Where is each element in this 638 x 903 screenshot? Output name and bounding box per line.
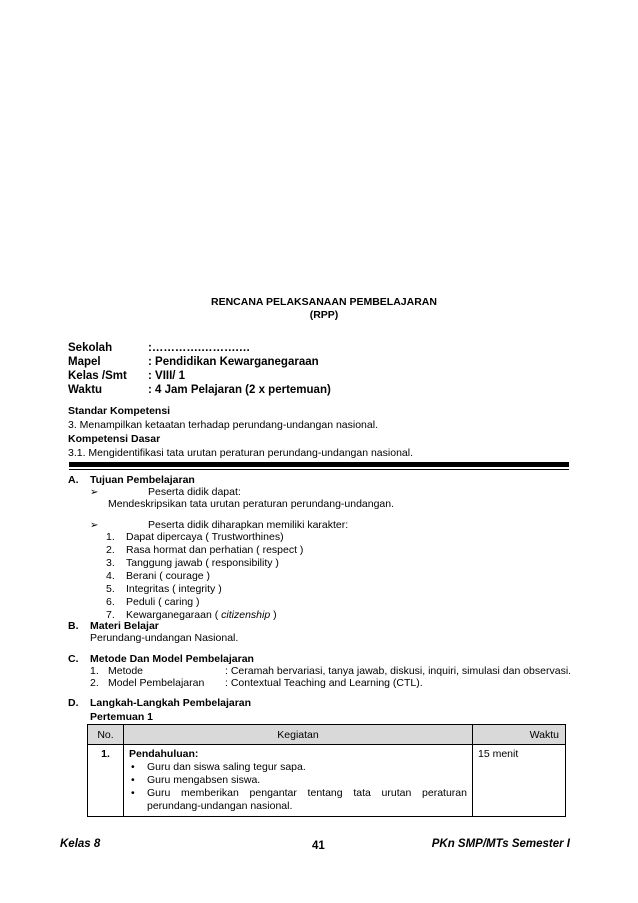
standar-heading: Standar Kompetensi (68, 405, 171, 417)
character-list (106, 531, 303, 622)
list-item: 2. Rasa hormat dan perhatian ( respect ) (106, 544, 304, 556)
activity-table (87, 724, 566, 817)
section-a-letter: A. (68, 474, 79, 486)
list-item: 4. Berani ( courage ) (106, 570, 211, 582)
citizenship-italic: citizenship (221, 609, 271, 621)
col-header-waktu: Waktu (473, 725, 566, 745)
waktu-label: Waktu (68, 384, 103, 396)
list-item: • Guru memberikan pengantar tentang tata urutan peraturan perundang-undangan nasional. (131, 787, 467, 812)
col-header-kegiatan: Kegiatan (124, 725, 473, 745)
col-header-no: No. (88, 725, 124, 745)
sekolah-value: :………….……….… (148, 342, 251, 354)
section-d-title: Langkah-Langkah Pembelajaran (90, 697, 252, 709)
mapel-value: : Pendidikan Kewarganegaraan (148, 356, 319, 368)
table-row (88, 745, 566, 817)
activity-bullets (129, 761, 467, 813)
section-b-title: Materi Belajar (90, 620, 159, 632)
bullet-icon: • (131, 787, 135, 799)
model-row: 2. Model Pembelajaran : Contextual Teaching and Learning (CTL). (90, 677, 423, 689)
list-item: • Guru mengabsen siswa. (131, 774, 261, 786)
mapel-label: Mapel (68, 356, 101, 368)
list-item: 7. Kewarganegaraan ( citizenship ) (106, 609, 277, 621)
row-kegiatan (124, 745, 473, 817)
standar-item: 3. Menampilkan ketaatan terhadap perundang-undangan nasional. (68, 419, 378, 431)
document-title (0, 296, 638, 322)
activity-title: Pendahuluan: (129, 748, 199, 760)
identity-row-mapel (68, 355, 319, 369)
section-a-point2: Peserta didik diharapkan memiliki karakter: (148, 519, 349, 531)
footer-left: Kelas 8 (60, 838, 101, 850)
section-a-title: Tujuan Pembelajaran (90, 474, 195, 486)
section-a-point1: Peserta didik dapat: (148, 486, 241, 498)
list-item: 3. Tanggung jawab ( responsibility ) (106, 557, 279, 569)
bullet-icon: • (131, 774, 135, 786)
sekolah-label: Sekolah (68, 342, 113, 354)
kelas-label: Kelas /Smt (68, 370, 127, 382)
title-line-1: RENCANA PELAKSANAAN PEMBELAJARAN (211, 296, 437, 308)
footer-right: PKn SMP/MTs Semester I (431, 838, 570, 850)
bullet-icon: • (131, 761, 135, 773)
section-c-title: Metode Dan Model Pembelajaran (90, 653, 254, 665)
kd-heading: Kompetensi Dasar (68, 433, 161, 445)
row-waktu: 15 menit (473, 745, 566, 817)
identity-row-waktu (68, 383, 331, 397)
page-number: 41 (312, 840, 325, 852)
arrow-bullet-icon: ➢ (90, 487, 99, 498)
meeting-label: Pertemuan 1 (90, 711, 154, 723)
section-d-letter: D. (68, 697, 79, 709)
horizontal-rule-thin (69, 469, 569, 470)
list-item: • Guru dan siswa saling tegur sapa. (131, 761, 306, 773)
list-item: 6. Peduli ( caring ) (106, 596, 200, 608)
arrow-bullet-icon: ➢ (90, 520, 99, 531)
title-line-2: (RPP) (309, 309, 339, 321)
horizontal-rule-thick (69, 462, 569, 467)
list-item: 1. Dapat dipercaya ( Trustworthines) (106, 531, 284, 543)
identity-row-sekolah (68, 341, 250, 355)
identity-row-kelas (68, 369, 185, 383)
section-b-letter: B. (68, 620, 79, 632)
kelas-value: : VIII/ 1 (148, 370, 186, 382)
section-a-point1-detail: Mendeskripsikan tata urutan peraturan perundang-undangan. (108, 498, 395, 510)
kd-item: 3.1. Mengidentifikasi tata urutan peraturan perundang-undangan nasional. (68, 447, 413, 459)
method-row: 1. Metode : Ceramah bervariasi, tanya jawab, diskusi, inquiri, simulasi dan observasi. (90, 665, 572, 677)
section-b-text: Perundang-undangan Nasional. (90, 632, 239, 644)
waktu-value: : 4 Jam Pelajaran (2 x pertemuan) (148, 384, 331, 396)
list-item: 5. Integritas ( integrity ) (106, 583, 222, 595)
row-no: 1. (88, 745, 124, 817)
section-c-letter: C. (68, 653, 79, 665)
table-header-row (88, 725, 566, 745)
